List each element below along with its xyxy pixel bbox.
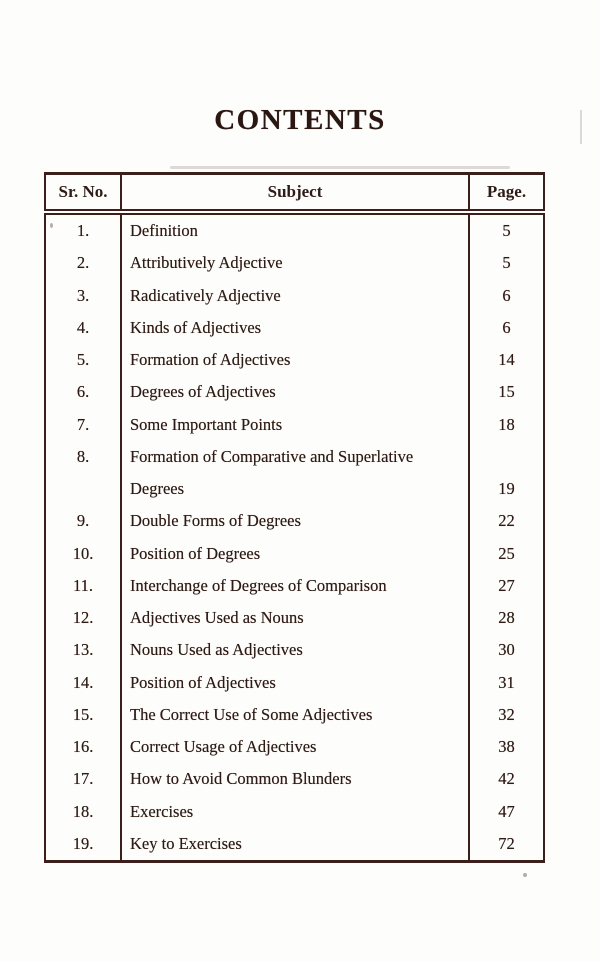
row-page: 14 — [498, 350, 515, 369]
row-page: 15 — [498, 382, 515, 402]
row-sr-no: 3. — [76, 285, 90, 305]
row-sr-no: 16. — [72, 737, 94, 756]
row-subject: Definition — [121, 212, 469, 247]
row-subject: Kinds of Adjectives — [121, 312, 469, 344]
row-sr-no: 15. — [72, 704, 94, 724]
table-row — [45, 344, 544, 376]
row-page: 32 — [498, 704, 515, 724]
row-page: 72 — [498, 833, 515, 853]
row-subject: Adjectives Used as Nouns — [121, 602, 469, 634]
row-page: 6 — [502, 285, 511, 305]
row-subject: Exercises — [121, 796, 469, 828]
scan-streak — [580, 110, 582, 144]
row-subject: Degrees of Adjectives — [121, 376, 469, 408]
row-sr-no: 10. — [72, 543, 94, 563]
row-sr-no: 5. — [76, 350, 90, 369]
row-sr-no: 12. — [72, 608, 94, 627]
table-row — [45, 212, 544, 247]
row-sr-no: 17. — [72, 769, 94, 789]
row-sr-no: 4. — [76, 317, 90, 337]
table-row — [45, 731, 544, 763]
row-subject: Some Important Points — [121, 409, 469, 441]
table-row — [45, 570, 544, 602]
table-row — [45, 505, 544, 537]
row-subject: Interchange of Degrees of Comparison — [121, 570, 469, 602]
row-subject: Position of Adjectives — [121, 667, 469, 699]
row-subject: Attributively Adjective — [121, 247, 469, 279]
table-row — [45, 441, 544, 506]
table-row — [45, 634, 544, 666]
header-sr-no: Sr. No. — [45, 174, 121, 213]
row-page: 22 — [498, 511, 515, 531]
table-header-row — [45, 174, 544, 213]
row-page: 27 — [498, 575, 515, 595]
row-subject: How to Avoid Common Blunders — [121, 763, 469, 795]
row-sr-no: 2. — [76, 253, 90, 273]
table-row — [45, 796, 544, 828]
contents-table — [44, 172, 545, 863]
row-subject: Radicatively Adjective — [121, 280, 469, 312]
row-sr-no: 1. — [76, 221, 90, 240]
row-sr-no: 18. — [72, 801, 94, 821]
table-row — [45, 602, 544, 634]
row-page: 30 — [498, 640, 515, 660]
table-row — [45, 280, 544, 312]
row-page: 28 — [498, 608, 515, 627]
table-row — [45, 376, 544, 408]
table-row — [45, 247, 544, 279]
row-page: 18 — [498, 414, 515, 434]
row-sr-no: 8. — [76, 446, 90, 466]
row-subject: The Correct Use of Some Adjectives — [121, 699, 469, 731]
scan-smudge — [170, 166, 510, 169]
row-subject: Key to Exercises — [121, 828, 469, 862]
row-page: 5 — [502, 253, 511, 273]
row-sr-no: 7. — [76, 414, 90, 434]
row-page: 19 — [498, 479, 515, 498]
row-subject: Formation of Adjectives — [121, 344, 469, 376]
table-row — [45, 828, 544, 862]
row-subject: Position of Degrees — [121, 538, 469, 570]
scan-speck — [50, 223, 53, 228]
table-row — [45, 538, 544, 570]
row-page: 38 — [498, 737, 515, 756]
row-sr-no: 13. — [72, 640, 94, 660]
row-subject: Nouns Used as Adjectives — [121, 634, 469, 666]
row-sr-no: 6. — [76, 382, 90, 402]
header-page: Page. — [469, 174, 544, 213]
row-subject: Correct Usage of Adjectives — [121, 731, 469, 763]
row-sr-no: 14. — [72, 672, 94, 692]
table-row — [45, 699, 544, 731]
table-row — [45, 667, 544, 699]
row-page: 42 — [498, 769, 515, 789]
row-page: 25 — [498, 543, 515, 563]
scan-speck — [523, 873, 527, 877]
row-sr-no: 11. — [72, 575, 93, 595]
row-page: 5 — [502, 221, 511, 240]
row-page: 47 — [498, 801, 515, 821]
row-subject: Formation of Comparative and Superlative Degrees — [121, 441, 469, 506]
table-row — [45, 409, 544, 441]
row-page: 31 — [498, 672, 515, 692]
page-title: CONTENTS — [214, 104, 386, 136]
row-sr-no: 19. — [72, 833, 94, 853]
row-page: 6 — [502, 317, 511, 337]
table-row — [45, 312, 544, 344]
header-subject: Subject — [121, 174, 469, 213]
row-sr-no: 9. — [76, 511, 90, 531]
table-row — [45, 763, 544, 795]
row-subject: Double Forms of Degrees — [121, 505, 469, 537]
